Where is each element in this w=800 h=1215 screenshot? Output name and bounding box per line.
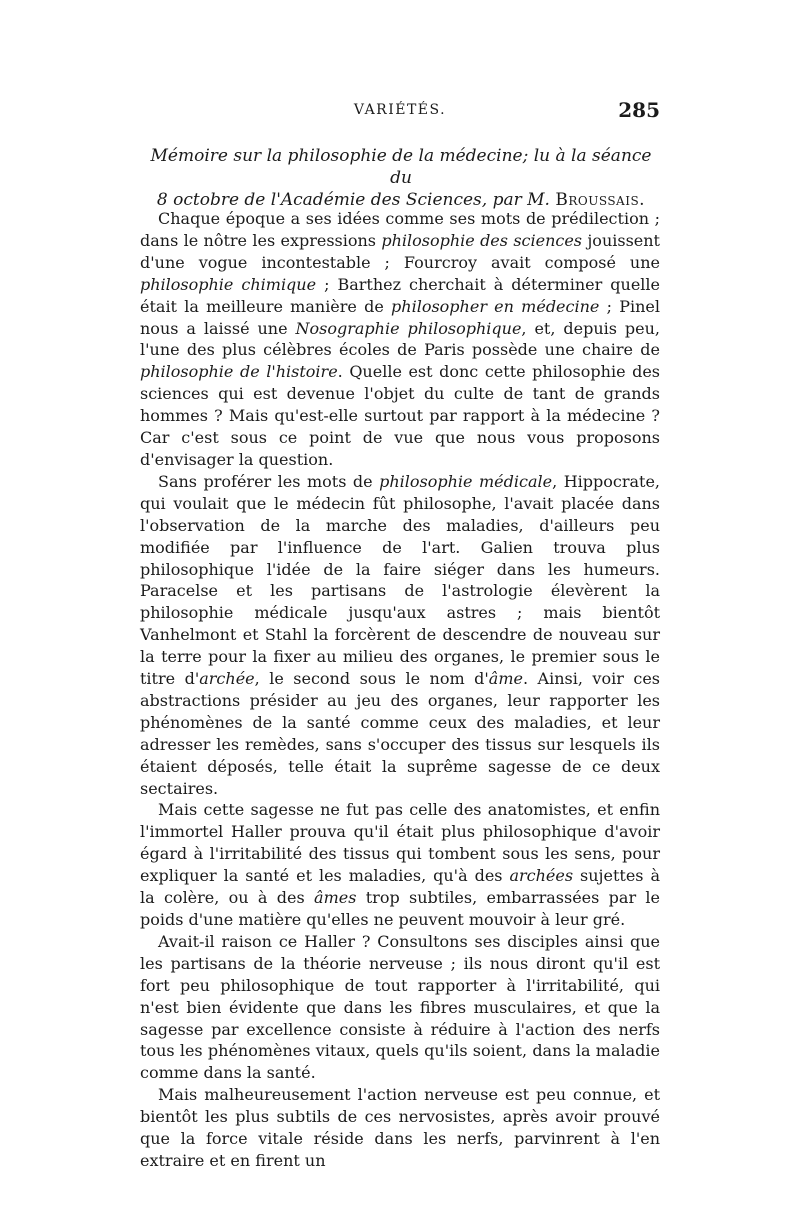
italic-term: philosophie des sciences [381,230,583,250]
text-run: ; Barthez cherchait à déterminer quelle était la meilleure manière de [140,274,660,316]
italic-term: philosophie chimique [140,274,317,294]
italic-term: philosopher en médecine [391,296,600,316]
text-run: trop subtiles, embarrassées par le poids d'une matière qu'elles ne peuvent mouvoir à leur gré. [140,888,660,929]
text-run: . Quelle est donc cette philosophie des sciences qui est devenue l'objet du culte de tant de grands hommes ? Mais qu'est-elle surtout par rapport à la médecine ? Car c'est sous ce point de vue que nous vous proposons d'envisager la question. [140,362,661,469]
article-heading [142,145,660,211]
italic-term: archée [199,669,255,689]
heading-line-1: Mémoire sur la philosophie de la médecine; lu à la séance du [150,146,652,188]
text-run: Avait-il raison ce Haller ? Consultons ses disciples ainsi que les partisans de la théorie nerveuse ; ils nous diront qu'il est fort peu philosophique de tout rapporter à l'irritabilité, qui n'est bien évidente que dans les fibres musculaires, et que la sagesse par excellence consiste à réduire à l'action des nerfs tous les phénomènes vitaux, quels qu'ils soient, dans la maladie comme dans la santé. [140,931,660,1083]
paragraph-3 [140,799,660,930]
text-run: jouissent d'une vogue incontestable ; Fourcroy avait composé une [140,230,660,272]
heading-line-2-text: 8 octobre de l'Académie des Sciences, par M. [156,190,556,210]
text-run: Mais malheureusement l'action nerveuse est peu connue, et bientôt les plus subtils de ces nervosistes, après avoir prouvé que la force vitale réside dans les nerfs, parvinrent à l'en extraire et en firent un [140,1085,660,1170]
text-run: Chaque époque a ses idées comme ses mots de prédilection ; dans le nôtre les expressions [140,209,660,250]
article-body [140,208,660,1172]
italic-term: Nosographie philosophique [295,318,522,338]
text-run: Mais cette sagesse ne fut pas celle des anatomistes, et enfin l'immortel Haller prouva qu'il était plus philosophique d'avoir égard à l'irritabilité des tissus qui tombent sous les sens, pour expliquer la santé et les maladies, qu'à des [140,800,660,886]
author-name: Broussais. [555,190,646,210]
text-run: Sans proférer les mots de [158,471,380,491]
italic-term: âme [488,669,523,689]
paragraph-2 [140,471,660,800]
text-run: , et, depuis peu, l'une des plus célèbres écoles de Paris possède une chaire de [140,318,661,360]
page-number: 285 [618,98,660,122]
text-run: , le second sous le nom d' [254,669,489,689]
text-run: sujettes à la colère, ou à des [140,866,660,908]
text-run: , Hippocrate, qui voulait que le médecin fût philosophe, l'avait placée dans l'observation de la marche des maladies, d'ailleurs peu modifiée par l'influence de l'art. Galien trouva plus philosophique l'idée de la faire siéger dans les humeurs. Paracelse et les partisans de l'astrologie élevèrent la philosophie médicale jusqu'aux astres ; mais bientôt Vanhelmont et Stahl la forcèrent de descendre de nouveau sur la terre pour la fixer au milieu des organes, le premier sous le titre d' [140,471,661,689]
running-header [140,98,660,122]
paragraph-4 [140,931,660,1084]
paragraph-1 [140,208,660,471]
italic-term: archées [509,866,574,886]
text-run: . Ainsi, voir ces abstractions présider au jeu des organes, leur rapporter les phénomènes de la santé comme ceux des maladies, et leur adresser les remèdes, sans s'occuper des tissus sur lesquels ils étaient déposés, telle était la suprême sagesse de ce deux sectaires. [140,669,661,798]
italic-term: âmes [314,888,357,908]
running-title: VARIÉTÉS. [353,102,447,118]
paragraph-5 [140,1084,660,1172]
italic-term: philosophie de l'histoire [140,362,338,382]
italic-term: philosophie médicale [379,471,553,491]
text-run: ; Pinel nous a laissé une [140,296,660,338]
